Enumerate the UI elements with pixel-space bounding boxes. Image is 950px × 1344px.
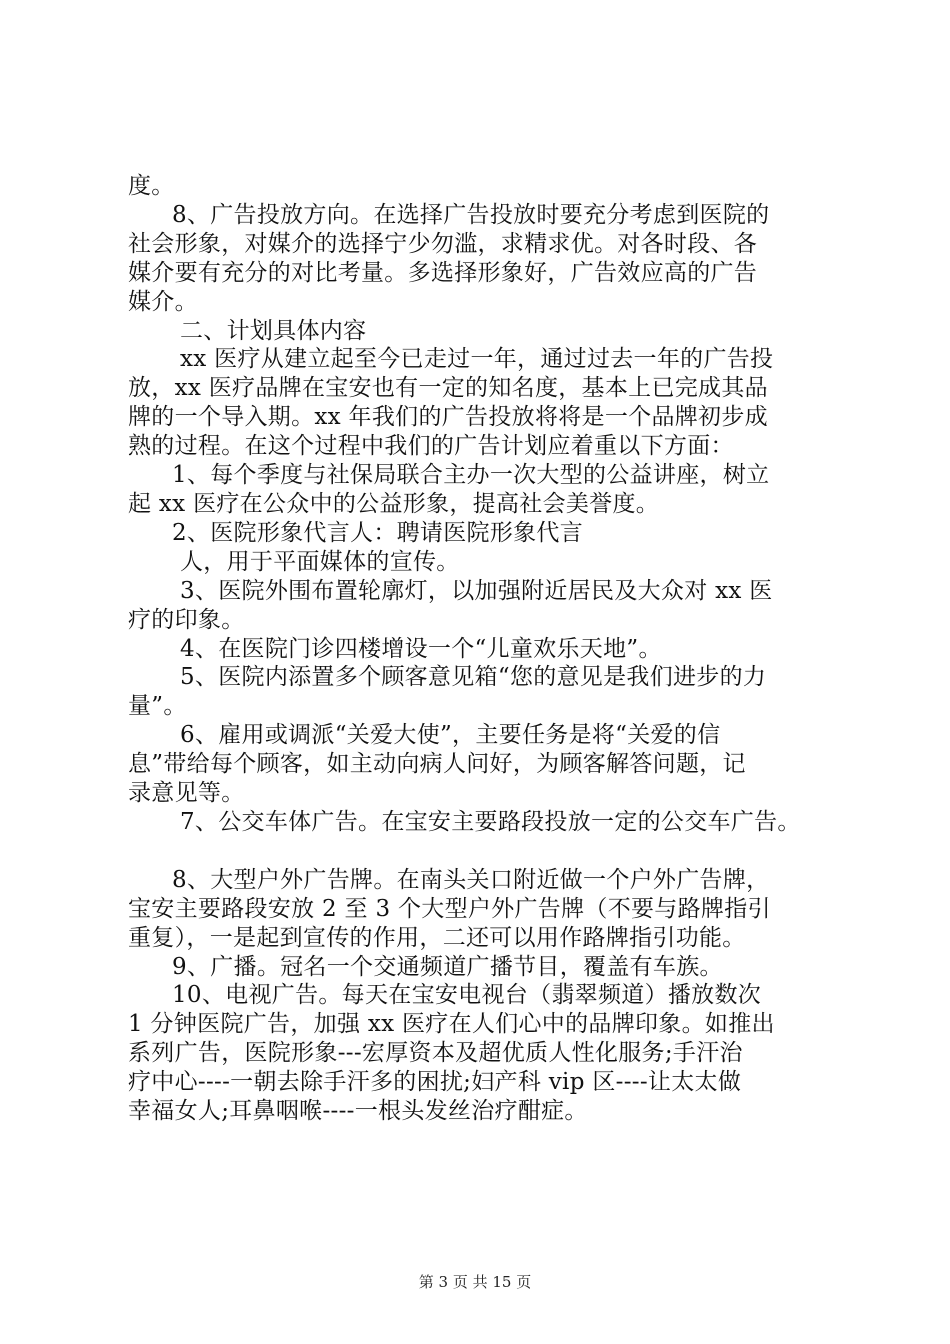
paragraph-line: 人，用于平面媒体的宣传。 bbox=[180, 548, 460, 575]
paragraph-line: 录意见等。 bbox=[128, 780, 245, 807]
paragraph-line: xx 医疗从建立起至今已走过一年，通过过去一年的广告投 bbox=[180, 346, 774, 373]
paragraph-line: 系列广告，医院形象---宏厚资本及超优质人性化服务;手汗治 bbox=[128, 1040, 743, 1067]
paragraph-line: 重复），一是起到宣传的作用，二还可以用作路牌指引功能。 bbox=[128, 924, 746, 951]
paragraph-line: 量”。 bbox=[128, 693, 187, 720]
paragraph-line: 宝安主要路段安放 2 至 3 个大型户外广告牌（不要与路牌指引 bbox=[128, 895, 771, 922]
paragraph-line: 3、医院外围布置轮廓灯，以加强附近居民及大众对 xx 医 bbox=[180, 577, 773, 604]
paragraph-line: 牌的一个导入期。xx 年我们的广告投放将将是一个品牌初步成 bbox=[128, 404, 768, 431]
paragraph-line: 2、医院形象代言人：聘请医院形象代言 bbox=[172, 519, 584, 546]
paragraph-line: 社会形象，对媒介的选择宁少勿滥，求精求优。对各时段、各 bbox=[128, 230, 758, 257]
section-heading: 二、计划具体内容 bbox=[180, 317, 367, 344]
paragraph-line: 8、广告投放方向。在选择广告投放时要充分考虑到医院的 bbox=[172, 201, 770, 228]
paragraph-line: 熟的过程。在这个过程中我们的广告计划应着重以下方面： bbox=[128, 433, 734, 460]
paragraph-line: 1、每个季度与社保局联合主办一次大型的公益讲座，树立 bbox=[172, 462, 770, 489]
paragraph-line: 8、大型户外广告牌。在南头关口附近做一个户外广告牌， bbox=[172, 866, 770, 893]
paragraph-line: 5、医院内添置多个顾客意见箱“您的意见是我们进步的力 bbox=[180, 664, 767, 691]
paragraph-line: 媒介。 bbox=[128, 288, 198, 315]
paragraph-line: 4、在医院门诊四楼增设一个“儿童欢乐天地”。 bbox=[180, 635, 662, 662]
paragraph-line: 7、公交车体广告。在宝安主要路段投放一定的公交车广告。 bbox=[180, 808, 801, 835]
paragraph-line: 幸福女人;耳鼻咽喉----一根头发丝治疗酣症。 bbox=[128, 1098, 588, 1125]
paragraph-line: 媒介要有充分的对比考量。多选择形象好，广告效应高的广告 bbox=[128, 259, 758, 286]
paragraph-line: 息”带给每个顾客，如主动向病人问好，为顾客解答问题，记 bbox=[128, 751, 746, 778]
paragraph-line: 1 分钟医院广告，加强 xx 医疗在人们心中的品牌印象。如推出 bbox=[128, 1011, 775, 1038]
paragraph-line: 起 xx 医疗在公众中的公益形象，提高社会美誉度。 bbox=[128, 490, 660, 517]
paragraph-line: 6、雇用或调派“关爱大使”，主要任务是将“关爱的信 bbox=[180, 722, 721, 749]
page-number: 第 3 页 共 15 页 bbox=[418, 1273, 532, 1291]
paragraph-line: 疗中心----一朝去除手汗多的困扰;妇产科 vip 区----让太太做 bbox=[128, 1069, 742, 1096]
paragraph-line: 放，xx 医疗品牌在宝安也有一定的知名度，基本上已完成其品 bbox=[128, 375, 768, 402]
paragraph-line: 9、广播。冠名一个交通频道广播节目，覆盖有车族。 bbox=[172, 953, 723, 980]
document-body bbox=[128, 172, 848, 1126]
paragraph-line: 疗的印象。 bbox=[128, 606, 245, 633]
blank-line bbox=[128, 837, 848, 866]
paragraph-line: 10、电视广告。每天在宝安电视台（翡翠频道）播放数次 bbox=[172, 982, 762, 1009]
paragraph-line: 度。 bbox=[128, 173, 175, 199]
